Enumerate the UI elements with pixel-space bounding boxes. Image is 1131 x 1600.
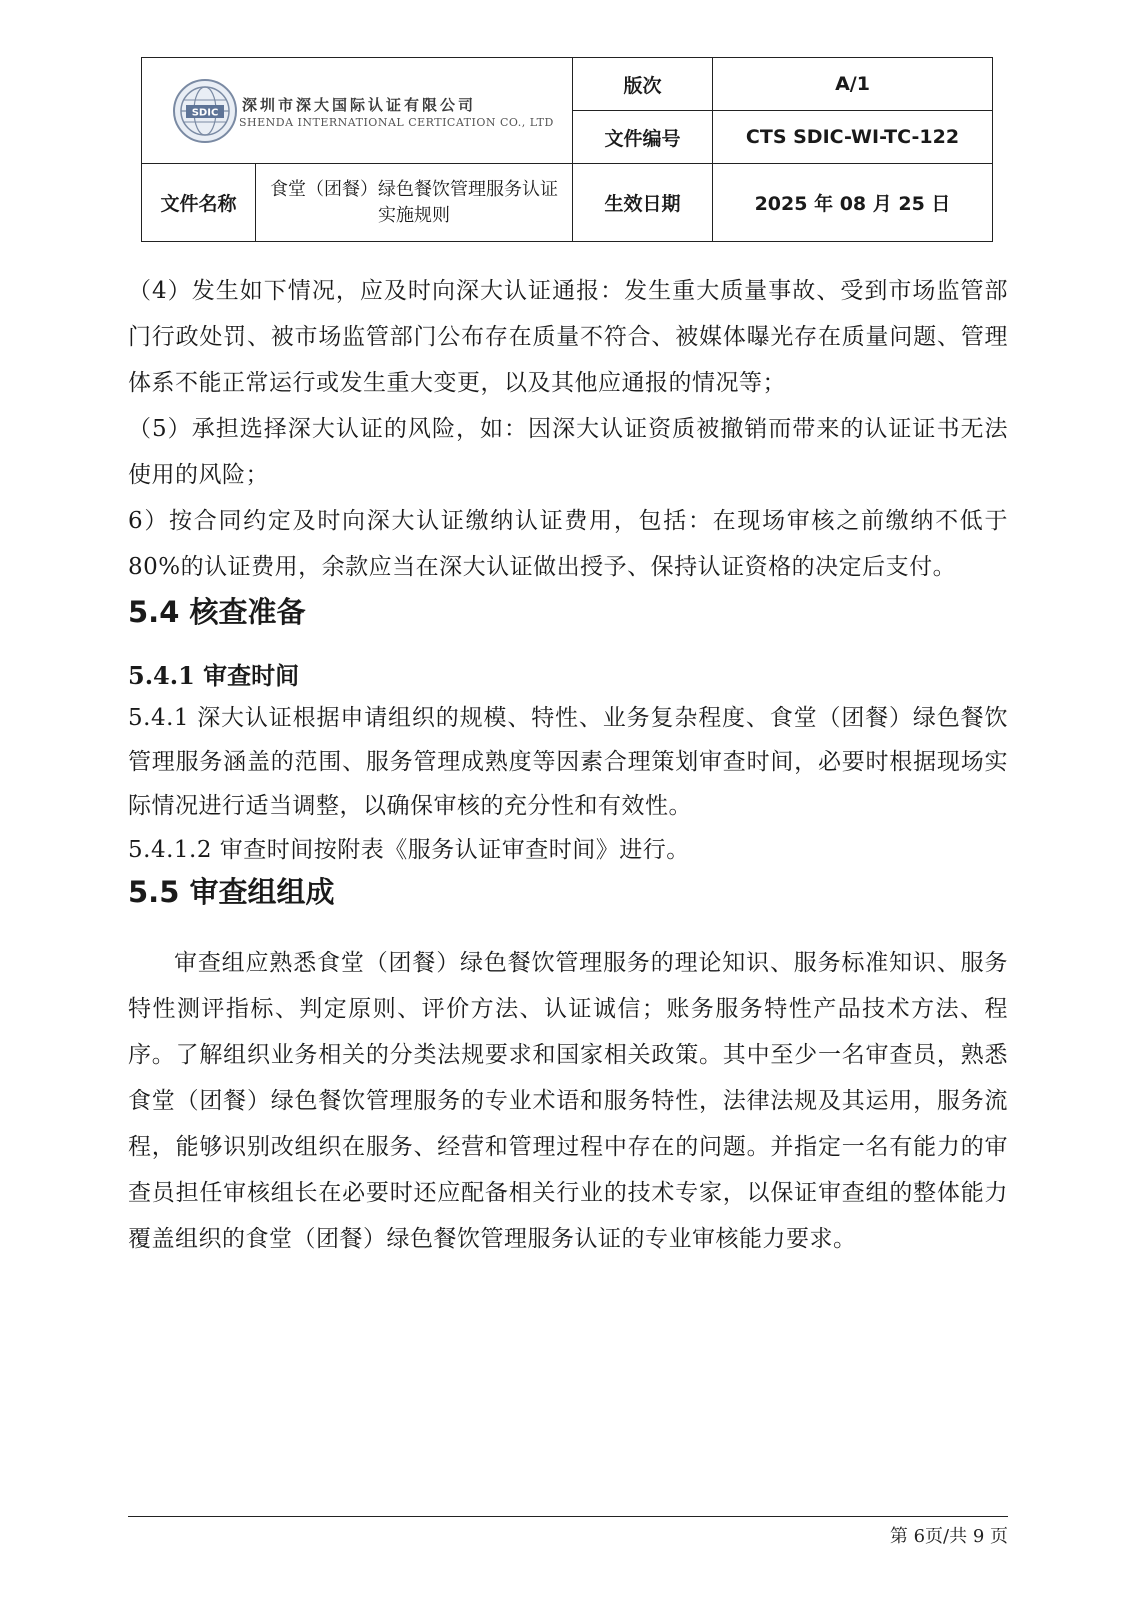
paragraph-5-4-1: 5.4.1 深大认证根据申请组织的规模、特性、业务复杂程度、食堂（团餐）绿色餐饮管理服务涵盖的范围、服务管理成熟度等因素合理策划审查时间，必要时根据现场实际情况进行适当调整，以确保审核的充分性和有效性。: [128, 705, 1008, 819]
company-name-en: SHENDA INTERNATIONAL CERTICATION CO., LTD: [239, 116, 554, 129]
heading-5-5: 5.5 审查组组成: [128, 875, 335, 909]
sdic-logo-icon: [172, 78, 238, 144]
page-number: 第 6页/共 9 页: [889, 1526, 1008, 1547]
company-name-cn: 深圳市深大国际认证有限公司: [242, 96, 477, 114]
doc-number-label: 文件编号: [573, 111, 713, 164]
doc-number-value: CTS SDIC-WI-TC-122: [713, 111, 993, 164]
document-body: [128, 268, 1008, 1262]
effective-date-value: 2025 年 08 月 25 日: [713, 164, 993, 242]
heading-5-4: 5.4 核查准备: [128, 595, 306, 629]
doc-name-label: 文件名称: [142, 164, 256, 242]
version-label: 版次: [573, 58, 713, 111]
logo-text: SDIC: [191, 107, 219, 119]
footer-divider: [128, 1516, 1008, 1517]
effective-date-label: 生效日期: [573, 164, 713, 242]
paragraph-5-5: 审查组应熟悉食堂（团餐）绿色餐饮管理服务的理论知识、服务标准知识、服务特性测评指标、判定原则、评价方法、认证诚信；账务服务特性产品技术方法、程序。了解组织业务相关的分类法规要求和国家相关政策。其中至少一名审查员，熟悉食堂（团餐）绿色餐饮管理服务的专业术语和服务特性，法律法规及其运用，服务流程，能够识别改组织在服务、经营和管理过程中存在的问题。并指定一名有能力的审查员担任审核组长在必要时还应配备相关行业的技术专家，以保证审查组的整体能力覆盖组织的食堂（团餐）绿色餐饮管理服务认证的专业审核能力要求。: [128, 950, 1008, 1252]
company-logo-cell: [142, 58, 573, 164]
paragraph-5-4-1-2: 5.4.1.2 审查时间按附表《服务认证审查时间》进行。: [128, 837, 690, 863]
paragraph-item-5: （5）承担选择深大认证的风险，如：因深大认证资质被撤销而带来的认证证书无法使用的风险；: [128, 416, 1008, 488]
doc-name-value: 食堂（团餐）绿色餐饮管理服务认证实施规则: [256, 164, 573, 242]
heading-5-4-1: 5.4.1 审查时间: [128, 661, 300, 690]
paragraph-item-4: （4）发生如下情况，应及时向深大认证通报：发生重大质量事故、受到市场监管部门行政处罚、被市场监管部门公布存在质量不符合、被媒体曝光存在质量问题、管理体系不能正常运行或发生重大变更，以及其他应通报的情况等；: [128, 278, 1008, 396]
document-header-table: [141, 57, 993, 242]
paragraph-item-6: 6）按合同约定及时向深大认证缴纳认证费用，包括：在现场审核之前缴纳不低于 80%的认证费用，余款应当在深大认证做出授予、保持认证资格的决定后支付。: [128, 508, 1008, 580]
version-value: A/1: [713, 58, 993, 111]
